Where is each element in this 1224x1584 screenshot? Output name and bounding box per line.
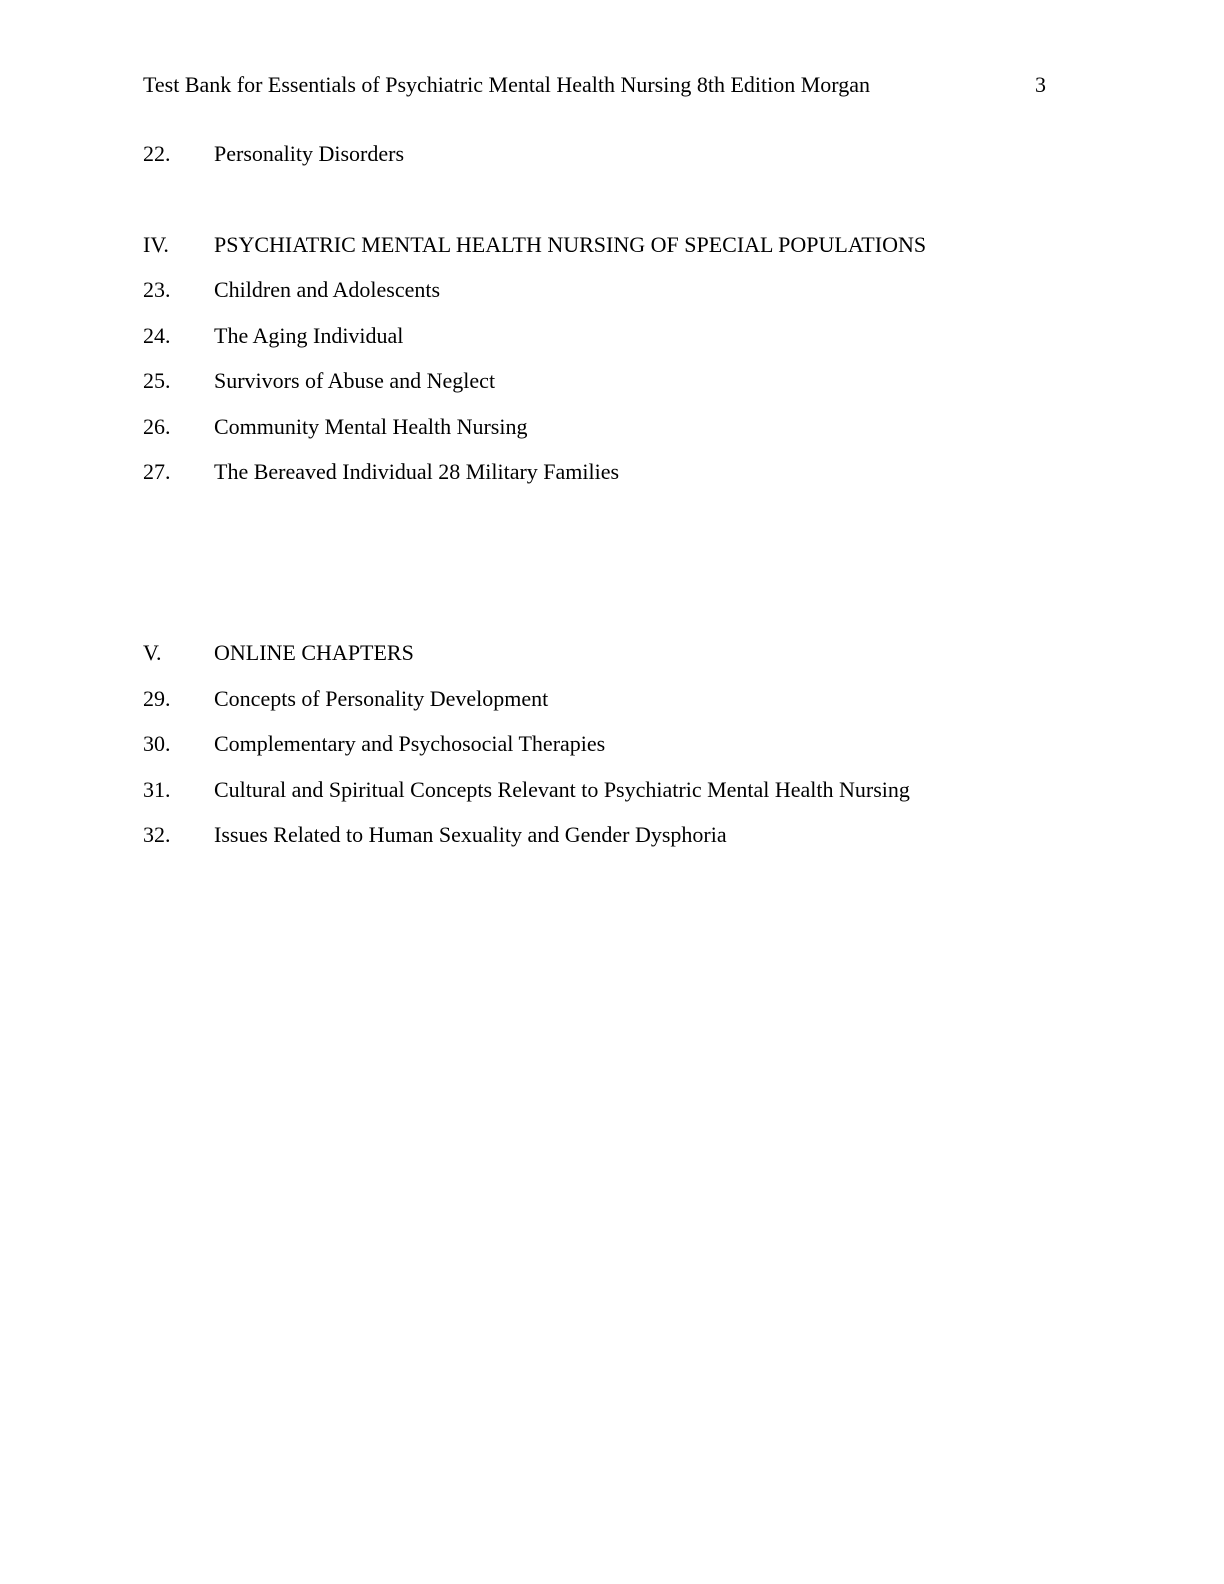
toc-entry-title: Community Mental Health Nursing [214, 414, 528, 439]
toc-entry-number: 26. [143, 414, 171, 439]
toc-entry-title: Complementary and Psychosocial Therapies [214, 731, 606, 756]
toc-entry-title: Issues Related to Human Sexuality and Gender Dysphoria [214, 822, 727, 847]
page-number: 3 [1035, 72, 1046, 97]
toc-entry-title: Children and Adolescents [214, 277, 441, 302]
toc-entry-number: 23. [143, 277, 171, 302]
section-title: ONLINE CHAPTERS [214, 640, 414, 665]
toc-entry-title: The Aging Individual [214, 323, 404, 348]
toc-entry-number: 29. [143, 686, 171, 711]
toc-entry-number: 30. [143, 731, 171, 756]
toc-entry-number: 22. [143, 141, 171, 166]
toc-entry-number: 31. [143, 777, 171, 802]
section-title: PSYCHIATRIC MENTAL HEALTH NURSING OF SPECIAL POPULATIONS [214, 232, 927, 257]
section-number: IV. [143, 232, 169, 257]
toc-entry-title: Concepts of Personality Development [214, 686, 549, 711]
toc-entry-title: The Bereaved Individual 28 Military Families [214, 459, 620, 484]
running-header [143, 74, 1046, 100]
toc-entry-title: Survivors of Abuse and Neglect [214, 368, 496, 393]
toc-entry-number: 32. [143, 822, 171, 847]
toc-entry-title: Personality Disorders [214, 141, 405, 166]
header-title: Test Bank for Essentials of Psychiatric Mental Health Nursing 8th Edition Morgan [143, 72, 870, 97]
toc-entry-number: 24. [143, 323, 171, 348]
toc-entry-number: 27. [143, 459, 171, 484]
section-number: V. [143, 640, 162, 665]
toc-entry-number: 25. [143, 368, 171, 393]
toc-entry-title: Cultural and Spiritual Concepts Relevant to Psychiatric Mental Health Nursing [214, 777, 910, 802]
